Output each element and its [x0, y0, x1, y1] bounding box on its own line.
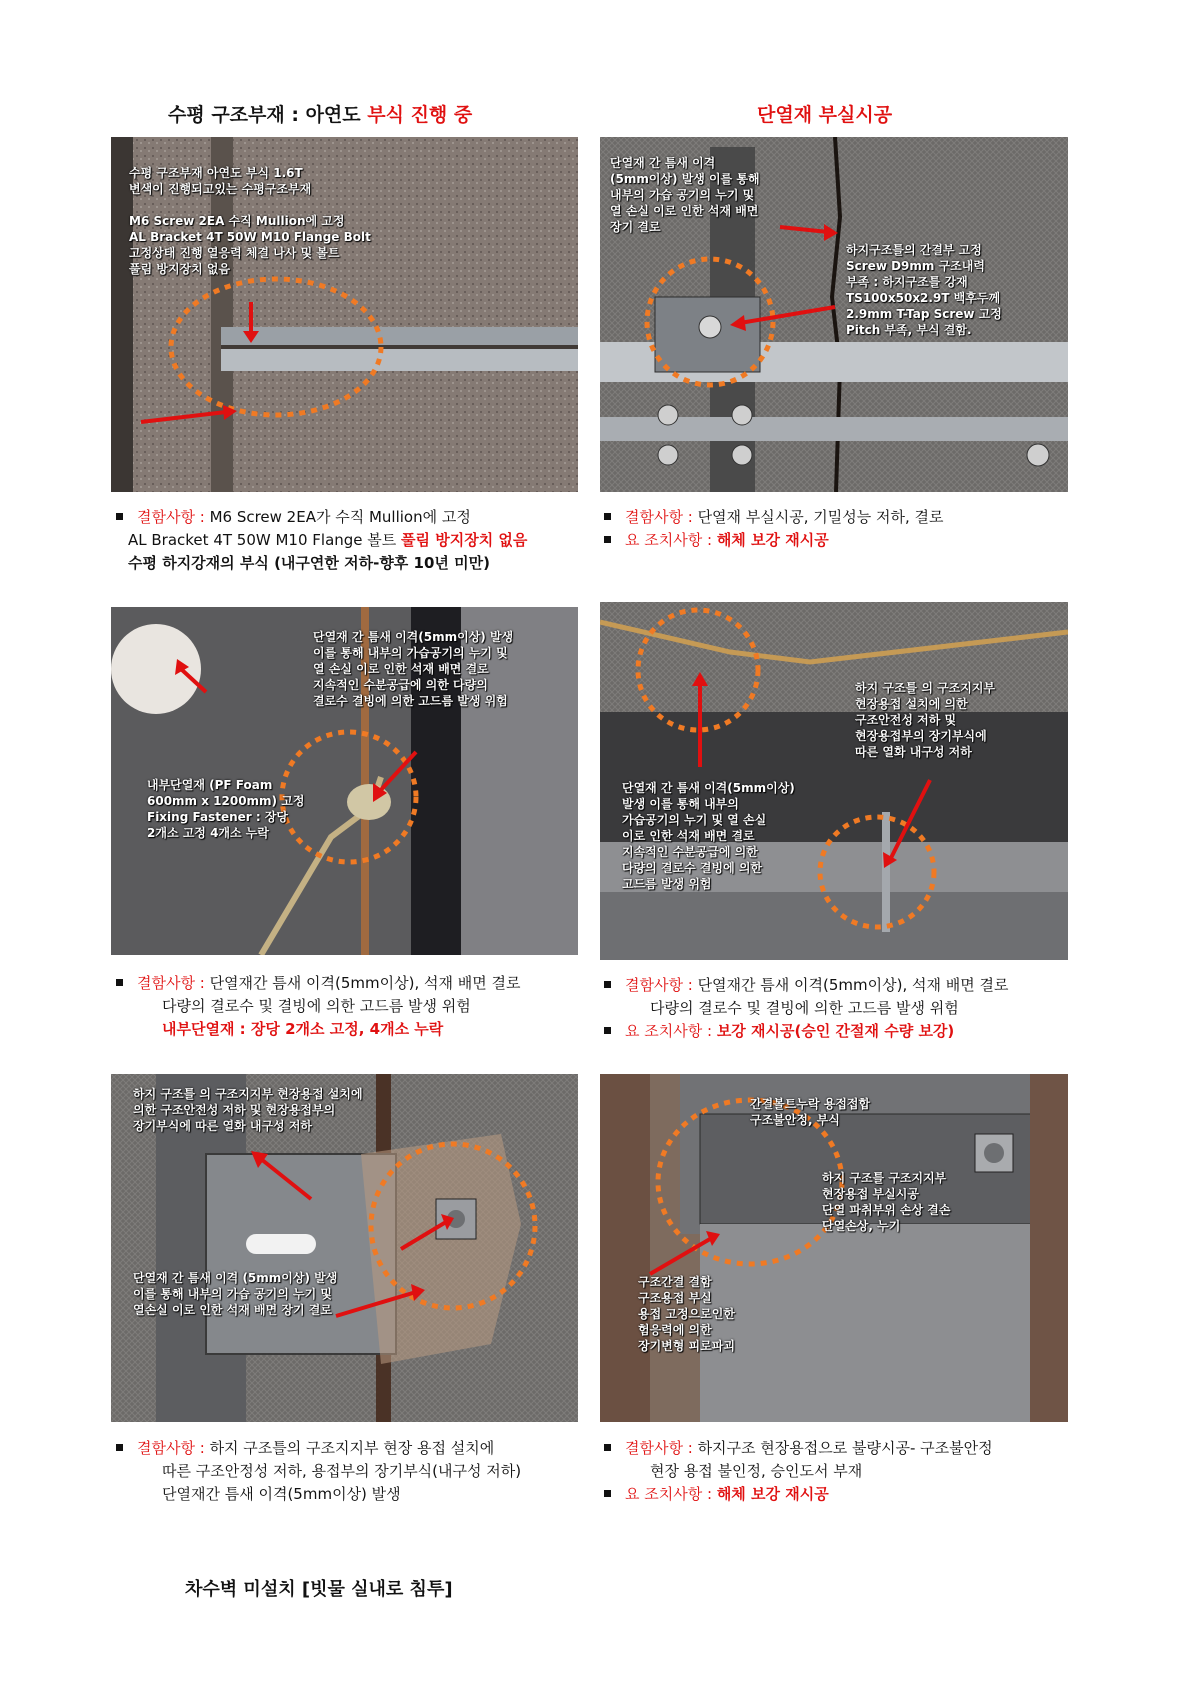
caption-label: 결함사항 : [137, 974, 210, 992]
caption-photo-3 [116, 972, 520, 1041]
title-highlight: 부식 진행 중 [367, 104, 473, 126]
caption-label: 요 조치사항 : [625, 1022, 717, 1040]
photo-annotation: 간결볼트누락 용접접합 구조불안정, 부식 [750, 1097, 871, 1127]
section-title-insulation: 단열재 부실시공 [757, 104, 893, 126]
caption-highlight: 보강 재시공(승인 간절재 수량 보강) [716, 1022, 955, 1040]
bullet-icon [116, 513, 123, 520]
bullet-icon [604, 1490, 611, 1497]
photo-horizontal-member-corrosion [111, 137, 578, 492]
caption-text: 하지 구조틀의 구조지지부 현장 용접 설치에 [209, 1439, 495, 1457]
caption-highlight: 해체 보강 재시공 [716, 1485, 829, 1503]
photo-weld-support [600, 602, 1068, 960]
caption-label: 결함사항 : [625, 1439, 698, 1457]
photo-inner-insulation [111, 607, 578, 955]
caption-highlight: 내부단열재 : 장당 2개소 고정, 4개소 누락 [162, 1020, 444, 1038]
caption-text: 단열재간 틈새 이격(5mm이상) 발생 [162, 1485, 401, 1503]
photo-annotation: 내부단열재 (PF Foam 600mm x 1200mm) 고정 Fixing Fastener : 장당 2개소 고정 4개소 누락 [147, 778, 305, 840]
photo-annotation: 단열재 간 틈새 이격(5mm이상) 발생 이를 통해 내부의 가습공기의 누기 및 열 손실 이로 인한 석재 배면 결로 지속적인 수분공급에 의한 다량의 결로수 결빙에 의한 고드름 발생 위험 [313, 630, 514, 708]
caption-text: 다량의 결로수 및 결빙에 의한 고드름 발생 위험 [162, 997, 471, 1015]
photo-annotation: 하지 구조틀 의 구조지지부 현장용접 설치에 의한 구조안전성 저하 및 현장용접부의 장기부식에 따른 열화 내구성 저하 [855, 681, 996, 759]
bullet-icon [604, 536, 611, 543]
bullet-icon [604, 1444, 611, 1451]
photo-annotation: 단열재 간 틈새 이격(5mm이상) 발생 이를 통해 내부의 가습공기의 누기 및 열 손실 이로 인한 석재 배면 결로 지속적인 수분공급에 의한 다량의 결로수 결빙에 의한 고드름 발생 위험 [622, 781, 795, 891]
photo-annotation: 수평 구조부재 아연도 부식 1.6T 변색이 진행되고있는 수평구조부재 M6 Screw 2EA 수직 Mullion에 고정 AL Bracket 4T 50W M10 Flange Bolt 고정상태 진행 열응력 체결 나사 및 볼트 풀림 방지장치 없음 [129, 166, 371, 276]
bullet-icon [116, 979, 123, 986]
photo-annotation: 하지 구조틀 구조지지부 현장용접 부실시공 단열 파취부위 손상 결손 단열손상, 누기 [822, 1171, 951, 1233]
caption-photo-6 [604, 1437, 993, 1506]
caption-label: 결함사항 : [137, 508, 210, 526]
caption-text: 수평 하지강재의 부식 (내구연한 저하-향후 10년 미만) [128, 554, 490, 572]
caption-text: 단열재 부실시공, 기밀성능 저하, 결로 [697, 508, 944, 526]
caption-text: 하지구조 현장용접으로 불량시공- 구조불안정 [697, 1439, 993, 1457]
photo-support-bracket [111, 1074, 578, 1422]
bullet-icon [604, 1027, 611, 1034]
caption-text: 현장 용접 불인정, 승인도서 부재 [650, 1462, 863, 1480]
photo-annotation: 구조간결 결함 구조용접 부실 용접 고정으로인한 험응력에 의한 장기변형 피로파괴 [638, 1275, 735, 1353]
caption-photo-1 [116, 506, 527, 575]
photo-annotation: 단열재 간 틈새 이격 (5mm이상) 발생 이를 통해 내부의 가습 공기의 누기 및 열손실 이로 인한 석재 배면 장기 결로 [133, 1271, 338, 1317]
photo-insulation-gap [600, 137, 1068, 492]
caption-label: 결함사항 : [137, 1439, 210, 1457]
caption-photo-5 [116, 1437, 521, 1506]
section-title-waterproof-wall: 차수벽 미설치 [빗물 실내로 침투] [185, 1579, 453, 1600]
bullet-icon [604, 981, 611, 988]
caption-photo-2 [604, 506, 944, 552]
bullet-icon [116, 1444, 123, 1451]
caption-label: 결함사항 : [625, 508, 698, 526]
caption-text: 단열재간 틈새 이격(5mm이상), 석재 배면 결로 [697, 976, 1009, 994]
caption-text: AL Bracket 4T 50W M10 Flange 볼트 [128, 531, 402, 549]
caption-text: 단열재간 틈새 이격(5mm이상), 석재 배면 결로 [209, 974, 521, 992]
section-title-horizontal-corrosion [168, 100, 472, 127]
caption-photo-4 [604, 974, 1008, 1043]
caption-text: M6 Screw 2EA가 수직 Mullion에 고정 [209, 508, 471, 526]
photo-annotation: 하지구조틀의 간결부 고정 Screw D9mm 구조내력 부족 : 하지구조틀 강재 TS100x50x2.9T 백후두께 2.9mm T-Tap Screw 고정 Pitch 부족, 부식 결함. [846, 243, 1002, 337]
caption-label: 요 조치사항 : [625, 531, 717, 549]
caption-highlight: 풀림 방지장치 없음 [401, 531, 528, 549]
title-text: 수평 구조부재 : 아연도 [168, 104, 368, 126]
caption-highlight: 해체 보강 재시공 [716, 531, 829, 549]
caption-text: 따른 구조안정성 저하, 용접부의 장기부식(내구성 저하) [162, 1462, 522, 1480]
photo-weld-bolt [600, 1074, 1068, 1422]
caption-label: 요 조치사항 : [625, 1485, 717, 1503]
caption-label: 결함사항 : [625, 976, 698, 994]
photo-annotation: 하지 구조틀 의 구조지지부 현장용접 설치에 의한 구조안전성 저하 및 현장용접부의 장기부식에 따른 열화 내구성 저하 [133, 1087, 363, 1133]
caption-text: 다량의 결로수 및 결빙에 의한 고드름 발생 위험 [650, 999, 959, 1017]
photo-annotation: 단열재 간 틈새 이격 (5mm이상) 발생 이를 통해 내부의 가습 공기의 누기 및 열 손실 이로 인한 석재 배면 장기 결로 [610, 156, 760, 234]
bullet-icon [604, 513, 611, 520]
